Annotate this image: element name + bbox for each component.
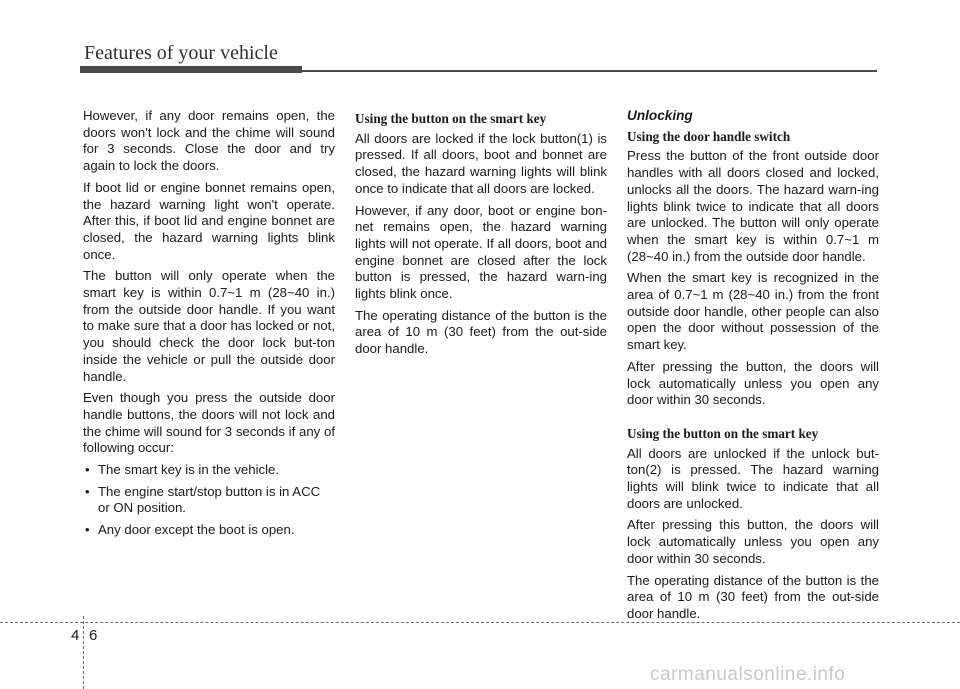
section-heading-unlocking: Unlocking [627, 108, 693, 123]
column-2 [355, 111, 607, 363]
paragraph: All doors are locked if the lock button(1) is pressed. If all doors, boot and bonnet are closed, the hazard warning lights will blink once to indicate that all doors are locked. [355, 130, 607, 196]
subheading-door-handle-switch: Using the door handle switch [627, 128, 791, 144]
chapter-number: 4 [71, 627, 80, 644]
page-number: 6 [89, 627, 98, 644]
paragraph: However, if any door, boot or engine bon-net remains open, the hazard warning lights will not operate. If all doors, boot and engine bonnet are closed after the lock button is pressed, the hazard warn-ing lights blink once. [355, 202, 607, 302]
header-rule [300, 70, 877, 72]
subheading-smart-key-unlock: Using the button on the smart key [627, 425, 819, 441]
paragraph: When the smart key is recognized in the area of 0.7~1 m (28~40 in.) from the front outside door handle, other people can also open the door without possession of the smart key. [627, 270, 879, 353]
paragraph: However, if any door remains open, the doors won't lock and the chime will sound for 3 seconds. Close the door and try again to lock the doors. [83, 108, 335, 174]
paragraph: The button will only operate when the smart key is within 0.7~1 m (28~40 in.) from the outside door handle. If you want to make sure that a door has locked or not, you should check the door lock but-ton inside the vehicle or pull the outside door handle. [83, 268, 335, 384]
paragraph: Even though you press the outside door handle buttons, the doors will not lock and the chime will sound for 3 seconds if any of following occur: [83, 390, 335, 456]
list-item-text: Any door except the boot is open. [98, 522, 295, 538]
bullet-icon: • [85, 522, 90, 538]
footer-dashed-rule [0, 622, 960, 623]
paragraph: The operating distance of the button is the area of 10 m (30 feet) from the out-side door handle. [627, 572, 879, 621]
footer-dashed-divider [83, 616, 84, 689]
bullet-icon: • [85, 483, 90, 499]
header-accent-bar [80, 66, 302, 73]
list-item-text: The smart key is in the vehicle. [98, 462, 280, 478]
condition-list [83, 462, 335, 539]
subheading-smart-key-lock: Using the button on the smart key [355, 111, 547, 126]
list-item-text: The engine start/stop button is in ACC or ON position. [98, 483, 321, 516]
paragraph: Press the button of the front outside door handles with all doors closed and locked, unlocks all the doors. The hazard warn-ing lights blink twice to indicate that all doors are unlocked. The button will only operate when the smart key is within 0.7~1 m (28~40 in.) from the outside door handle. [627, 148, 879, 264]
spacer [627, 414, 879, 426]
paragraph: The operating distance of the button is the area of 10 m (30 feet) from the out-side door handle. [355, 307, 607, 357]
column-1 [83, 108, 335, 544]
list-item [83, 522, 335, 539]
list-item [83, 462, 335, 479]
paragraph: After pressing the button, the doors will lock automatically unless you open any door within 30 seconds. [627, 358, 879, 408]
bullet-icon: • [85, 462, 90, 478]
page-header-title: Features of your vehicle [84, 42, 278, 64]
paragraph: After pressing this button, the doors will lock automatically unless you open any door within 30 seconds. [627, 517, 879, 566]
watermark: carmanualsonline.info [650, 664, 846, 685]
list-item [83, 484, 335, 517]
paragraph: If boot lid or engine bonnet remains open, the hazard warning light won't operate. After this, if boot lid and engine bonnet are closed, the hazard warning lights blink once. [83, 179, 335, 262]
paragraph: All doors are unlocked if the unlock but-ton(2) is pressed. The hazard warning lights will blink twice to indicate that all doors are unlocked. [627, 445, 879, 511]
column-3 [627, 108, 879, 628]
